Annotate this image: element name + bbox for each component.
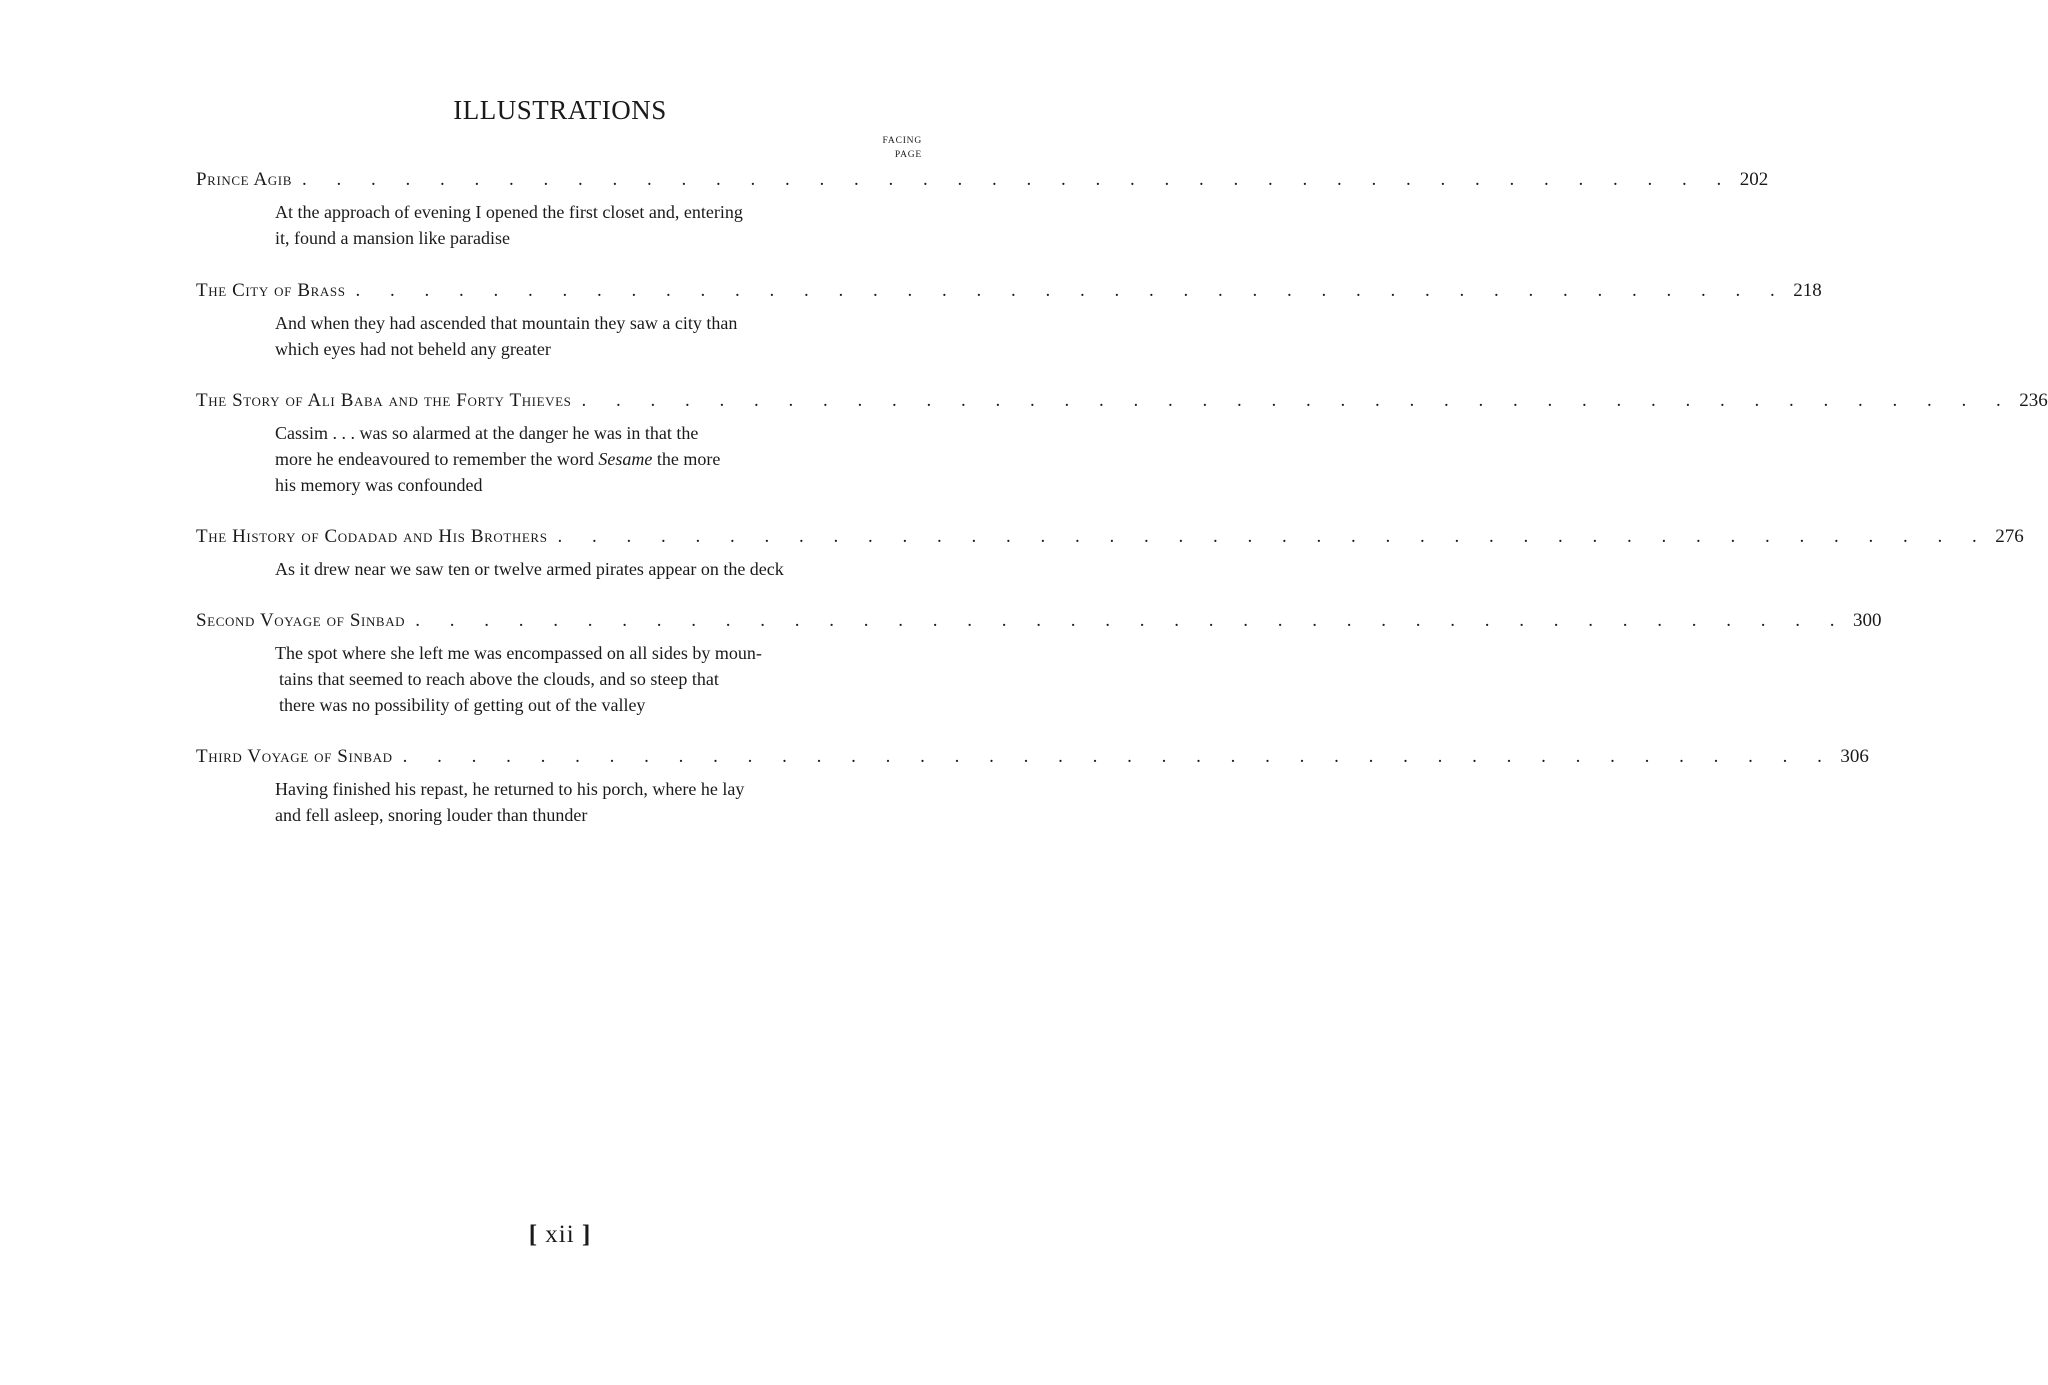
illustration-entry-ali-baba (196, 389, 2048, 498)
caption-emphasis: Sesame (598, 449, 653, 469)
entry-caption (275, 310, 875, 362)
entry-heading (196, 609, 1882, 633)
entry-heading (196, 525, 2024, 549)
entry-heading (196, 168, 1769, 192)
dot-leader: . . . . . . . . . . . . . . . . . . . . . . . . . . . . . . . . . . . . . . . . . . (415, 610, 1847, 631)
illustration-entry-third-voyage (196, 745, 1869, 828)
entry-title: Prince Agib (196, 169, 292, 190)
caption-line: And when they had ascended that mountain they saw a city than (275, 313, 738, 333)
entry-title: Second Voyage of Sinbad (196, 610, 406, 631)
entry-page-number: 276 (1995, 526, 2024, 547)
entry-title: Third Voyage of Sinbad (196, 746, 393, 767)
dot-leader: . . . . . . . . . . . . . . . . . . . . . . . . . . . . . . . . . . . . . . . . . . (581, 390, 2014, 411)
dot-leader: . . . . . . . . . . . . . . . . . . . . . . . . . . . . . . . . . . . . . . . . . . (557, 526, 1990, 547)
illustration-entry-city-of-brass (196, 279, 1822, 362)
dot-leader: . . . . . . . . . . . . . . . . . . . . . . . . . . . . . . . . . . . . . . . . . . (402, 746, 1835, 767)
caption-line: Cassim . . . was so alarmed at the danger he was in that the (275, 423, 699, 443)
entry-page-number: 300 (1852, 610, 1882, 631)
entry-title: The History of Codadad and His Brothers (196, 526, 548, 547)
caption-line: and fell asleep, snoring louder than thunder (275, 805, 588, 825)
entry-page-number: 306 (1840, 746, 1869, 767)
caption-line: At the approach of evening I opened the first closet and, entering (275, 202, 743, 222)
illustration-entry-codadad (196, 525, 2024, 582)
caption-line: tains that seemed to reach above the clouds, and so steep that (279, 669, 719, 689)
caption-line: it, found a mansion like paradise (275, 228, 510, 248)
entry-page-number: 218 (1793, 280, 1822, 301)
page-title: ILLUSTRATIONS (453, 95, 667, 125)
folio-number: xii (545, 1221, 575, 1248)
facing-label-line: FACING (882, 136, 922, 146)
illustration-entry-prince-agib (196, 168, 1769, 251)
entry-caption (275, 776, 875, 828)
page-folio (0, 1221, 1120, 1249)
caption-line: more he endeavoured to remember the word Sesame the more (275, 449, 721, 469)
entry-page-number: 202 (1739, 169, 1769, 190)
entry-heading (196, 389, 2048, 413)
caption-line: The spot where she left me was encompassed on all sides by moun- (275, 643, 762, 663)
page-label-line: PAGE (894, 150, 922, 160)
entry-page-number: 236 (2019, 390, 2048, 411)
entry-caption (275, 640, 875, 718)
illustration-entry-second-voyage (196, 609, 1882, 718)
entry-caption (275, 420, 875, 498)
facing-page-label (883, 134, 922, 162)
caption-line: Having finished his repast, he returned to his porch, where he lay (275, 779, 745, 799)
caption-line: his memory was confounded (275, 475, 483, 495)
entry-title: The Story of Ali Baba and the Forty Thieves (196, 390, 572, 411)
caption-line: there was no possibility of getting out of the valley (279, 695, 646, 715)
entry-title: The City of Brass (196, 280, 346, 301)
caption-line: As it drew near we saw ten or twelve armed pirates appear on the deck (275, 559, 784, 579)
dot-leader: . . . . . . . . . . . . . . . . . . . . . . . . . . . . . . . . . . . . . . . . . . (355, 280, 1788, 301)
entry-caption (275, 199, 875, 251)
dot-leader: . . . . . . . . . . . . . . . . . . . . . . . . . . . . . . . . . . . . . . . . . . (301, 169, 1734, 190)
entry-heading (196, 745, 1869, 769)
folio-open-bracket: [ (528, 1221, 539, 1248)
folio-close-bracket: ] (581, 1221, 592, 1248)
entry-caption (275, 556, 875, 582)
entry-heading (196, 279, 1822, 303)
caption-line: which eyes had not beheld any greater (275, 339, 551, 359)
